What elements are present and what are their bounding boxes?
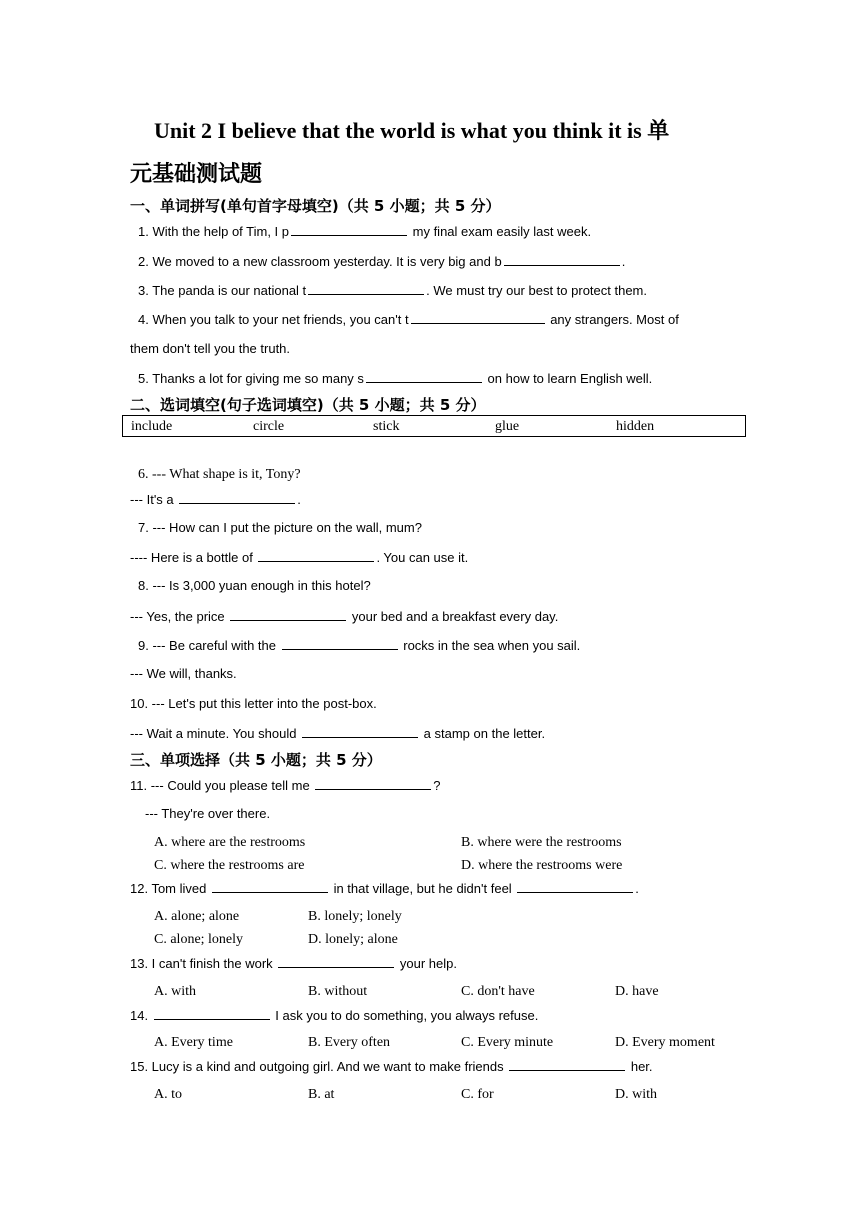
q7-text-end: . You can use it.	[376, 550, 469, 565]
q10-text: --- Wait a minute. You should	[130, 726, 301, 741]
section1-heading: 一、单词拼写(单句首字母填空)（共 5 小题；共 5 分）	[130, 197, 501, 215]
q14-text: 14.	[130, 1008, 152, 1023]
q1-text-end: my final exam easily last week.	[409, 224, 592, 239]
question-9-answer: --- We will, thanks.	[130, 666, 237, 681]
q4-blank[interactable]	[411, 311, 545, 324]
word-bank	[122, 415, 746, 437]
q11-text: 11. --- Could you please tell me	[130, 778, 314, 793]
word-bank-item: stick	[373, 419, 400, 434]
option-a[interactable]: A. alone; alone	[154, 909, 240, 924]
q5-text-end: on how to learn English well.	[483, 371, 653, 386]
q6-text: --- It's a	[130, 492, 178, 507]
question-13	[130, 955, 457, 971]
q7-text: ---- Here is a bottle of	[130, 550, 257, 565]
question-4	[138, 311, 679, 327]
question-10: 10. --- Let's put this letter into the post-box.	[130, 696, 377, 711]
q4-text: 4. When you talk to your net friends, you can't t	[138, 312, 409, 327]
q9-text: 9. --- Be careful with the	[138, 638, 280, 653]
option-d[interactable]: D. have	[615, 984, 659, 999]
option-a[interactable]: A. where are the restrooms	[154, 835, 306, 850]
q6-blank[interactable]	[179, 491, 295, 504]
q2-text: 2. We moved to a new classroom yesterday. It is very big and b	[138, 254, 502, 269]
question-7-answer	[130, 549, 468, 565]
q1-text: 1. With the help of Tim, I p	[138, 224, 290, 239]
q15-text: 15. Lucy is a kind and outgoing girl. And we want to make friends	[130, 1059, 508, 1074]
q13-blank[interactable]	[278, 955, 394, 968]
option-a[interactable]: A. to	[154, 1087, 182, 1102]
q6-text-end: .	[297, 492, 301, 507]
q12-text: 12. Tom lived	[130, 881, 210, 896]
option-c[interactable]: C. don't have	[461, 984, 535, 999]
q3-text-end: . We must try our best to protect them.	[426, 283, 647, 298]
q12-text-mid: in that village, but he didn't feel	[329, 881, 516, 896]
q3-blank[interactable]	[308, 282, 424, 295]
q14-blank[interactable]	[154, 1007, 270, 1020]
q12-blank-2[interactable]	[517, 880, 633, 893]
word-bank-item: glue	[495, 419, 520, 434]
option-d[interactable]: D. Every moment	[615, 1035, 715, 1050]
question-4-continued: them don't tell you the truth.	[130, 341, 291, 356]
option-d[interactable]: D. with	[615, 1087, 657, 1102]
q12-blank-1[interactable]	[212, 880, 328, 893]
q2-blank[interactable]	[504, 253, 620, 266]
question-11-reply: --- They're over there.	[145, 806, 271, 821]
word-bank-item: include	[131, 419, 173, 434]
q10-text-end: a stamp on the letter.	[420, 726, 546, 741]
question-9	[138, 637, 580, 653]
q2-text-end: .	[621, 254, 626, 269]
q11-text-end: ?	[433, 778, 441, 793]
word-bank-item: hidden	[616, 419, 655, 434]
option-b[interactable]: B. where were the restrooms	[461, 835, 622, 850]
question-6-answer	[130, 491, 301, 507]
question-1	[138, 223, 591, 239]
page-title-line2: 元基础测试题	[130, 161, 263, 186]
q5-text: 5. Thanks a lot for giving me so many s	[138, 371, 364, 386]
question-7: 7. --- How can I put the picture on the wall, mum?	[138, 520, 422, 535]
section3-heading: 三、单项选择（共 5 小题；共 5 分）	[130, 751, 382, 769]
word-bank-item: circle	[253, 419, 285, 434]
q7-blank[interactable]	[258, 549, 374, 562]
option-c[interactable]: C. Every minute	[461, 1035, 554, 1050]
question-15	[130, 1058, 653, 1074]
option-b[interactable]: B. at	[308, 1087, 335, 1102]
option-d[interactable]: D. where the restrooms were	[461, 858, 623, 873]
q9-text-end: rocks in the sea when you sail.	[399, 638, 581, 653]
question-5	[138, 370, 652, 386]
q15-blank[interactable]	[509, 1058, 625, 1071]
option-b[interactable]: B. Every often	[308, 1035, 391, 1050]
question-11	[130, 777, 441, 793]
q13-text: 13. I can't finish the work	[130, 956, 277, 971]
page-title-line1: Unit 2 I believe that the world is what you think it is 单	[154, 118, 670, 143]
q8-text-end: your bed and a breakfast every day.	[348, 609, 559, 624]
question-3	[138, 282, 647, 298]
question-12	[130, 880, 639, 896]
option-c[interactable]: C. for	[461, 1087, 494, 1102]
q4-text-end: any strangers. Most of	[546, 312, 679, 327]
section2-heading: 二、选词填空(句子选词填空)（共 5 小题；共 5 分）	[130, 396, 486, 414]
question-6: 6. --- What shape is it, Tony?	[138, 467, 301, 482]
question-10-answer	[130, 725, 545, 741]
question-8-answer	[130, 608, 558, 624]
option-d[interactable]: D. lonely; alone	[308, 932, 398, 947]
q12-text-end: .	[635, 881, 639, 896]
option-a[interactable]: A. Every time	[154, 1035, 233, 1050]
option-c[interactable]: C. alone; lonely	[154, 932, 244, 947]
q14-text-end: I ask you to do something, you always refuse.	[271, 1008, 539, 1023]
q11-blank[interactable]	[315, 777, 431, 790]
option-b[interactable]: B. lonely; lonely	[308, 909, 402, 924]
question-8: 8. --- Is 3,000 yuan enough in this hotel?	[138, 578, 371, 593]
q1-blank[interactable]	[291, 223, 407, 236]
q8-text: --- Yes, the price	[130, 609, 229, 624]
option-a[interactable]: A. with	[154, 984, 196, 999]
q8-blank[interactable]	[230, 608, 346, 621]
q13-text-end: your help.	[396, 956, 457, 971]
q3-text: 3. The panda is our national t	[138, 283, 307, 298]
q9-blank[interactable]	[282, 637, 398, 650]
question-2	[138, 253, 625, 269]
q5-blank[interactable]	[366, 370, 482, 383]
q10-blank[interactable]	[302, 725, 418, 738]
option-b[interactable]: B. without	[308, 984, 368, 999]
option-c[interactable]: C. where the restrooms are	[154, 858, 305, 873]
q15-text-end: her.	[627, 1059, 653, 1074]
question-14	[130, 1007, 538, 1023]
